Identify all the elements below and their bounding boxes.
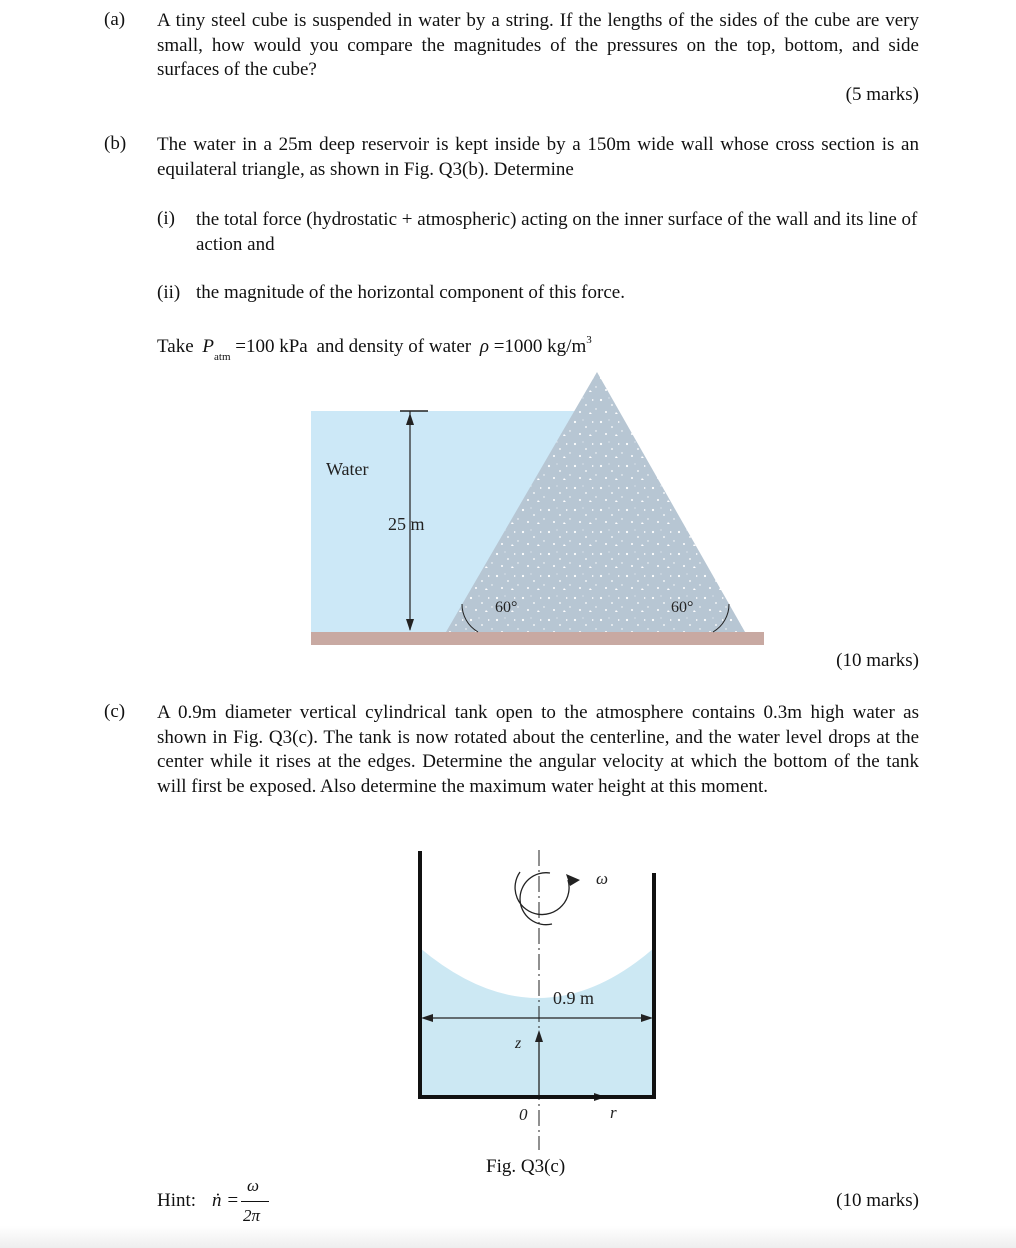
r-label: r: [610, 1103, 617, 1122]
part-a-marks: (5 marks): [845, 84, 919, 105]
rho-superscript: 3: [586, 334, 592, 346]
p-atm-symbol: P: [202, 336, 215, 357]
part-b-ii-label: (ii): [157, 282, 181, 303]
hint-denominator: 2π: [243, 1206, 261, 1225]
diameter-label: 0.9 m: [553, 988, 595, 1008]
rotation-arc-back: [515, 872, 569, 915]
part-b-text: The water in a 25m deep reservoir is kept inside by a 150m wide wall whose cross section is an equilateral triangle, as shown in Fig. Q3(b). Determine: [157, 134, 919, 180]
page-bottom-edge: [0, 1226, 1016, 1248]
part-c-text: A 0.9m diameter vertical cylindrical tank open to the atmosphere contains 0.3m high water as shown in Fig. Q3(c). The tank is now rotated about the centerline, and the water level drops at the center while it rises at the edges. Determine the angular velocity at which the bottom of the tank will first be exposed. Also determine the maximum water height at this moment.: [157, 702, 919, 797]
figure-caption: Fig. Q3(c): [486, 1156, 566, 1177]
rho-value: =1000 kg/m: [493, 336, 587, 357]
part-b-marks: (10 marks): [836, 650, 919, 671]
hint-prefix: Hint:: [157, 1190, 197, 1211]
density-text: and density of water: [316, 336, 472, 357]
omega-label: ω: [596, 869, 609, 888]
origin-label: 0: [519, 1105, 528, 1124]
take-prefix: Take: [157, 336, 194, 357]
tank-water: [420, 948, 654, 1097]
part-b-i-text: the total force (hydrostatic + atmospheric) acting on the inner surface of the wall and its line of action and: [196, 209, 918, 255]
z-label: z: [515, 1035, 522, 1052]
angle-label-left: 60°: [495, 599, 518, 616]
water-label: Water: [326, 459, 369, 479]
part-a-text: A tiny steel cube is suspended in water by a string. If the lengths of the sides of the cube are very small, how would you compare the magnitudes of the pressures on the top, bottom, and side surfaces of the cube?: [157, 10, 919, 80]
part-b-i-label: (i): [157, 208, 175, 229]
part-b-label: (b): [104, 133, 127, 154]
hint-numerator: ω: [247, 1176, 260, 1195]
hint-lhs: ṅ =: [212, 1190, 240, 1211]
angle-label-right: 60°: [671, 599, 694, 616]
part-b-ii-text: the magnitude of the horizontal component of this force.: [196, 282, 625, 303]
rho-symbol: ρ: [479, 336, 489, 357]
part-c-label: (c): [104, 701, 126, 722]
rotation-arc: [520, 873, 552, 925]
part-a-label: (a): [104, 9, 126, 30]
part-c-marks: (10 marks): [836, 1190, 919, 1211]
depth-label: 25 m: [388, 514, 425, 534]
p-atm-value: =100 kPa: [235, 336, 308, 357]
hint-fraction-bar: [241, 1201, 269, 1202]
p-atm-subscript: atm: [214, 351, 231, 363]
rotation-arrow-head: [566, 874, 580, 886]
